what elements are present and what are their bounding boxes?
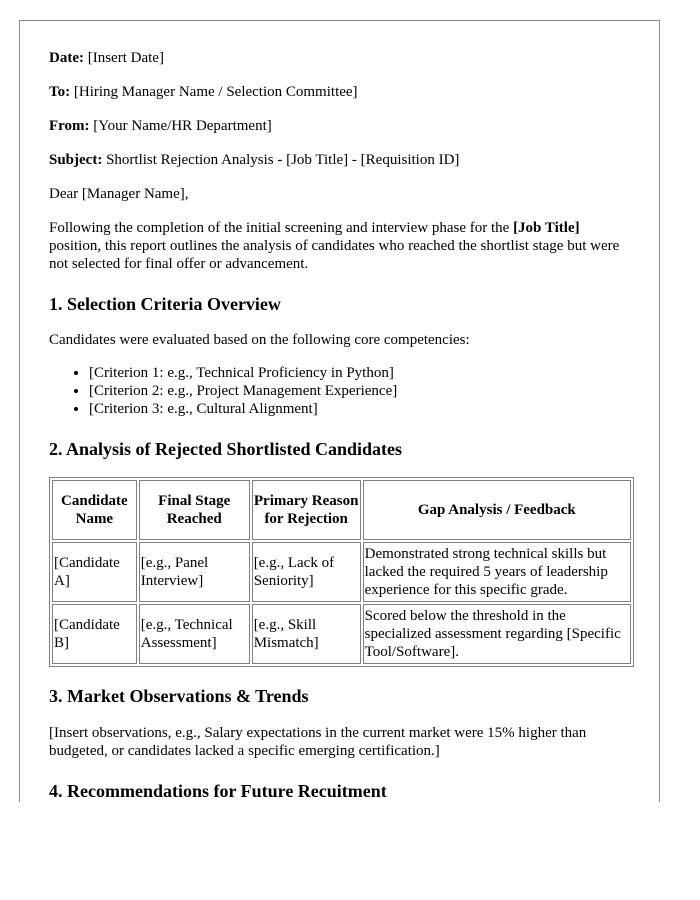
to-label: To:: [49, 84, 71, 100]
section-heading-recommendations: 4. Recommendations for Future Recuitment: [49, 781, 387, 801]
subject-label: Subject:: [49, 152, 103, 168]
column-header: Primary Reason for Rejection: [252, 480, 361, 540]
table-cell: [e.g., Lack of Seniority]: [252, 542, 361, 602]
criteria-intro: Candidates were evaluated based on the following core competencies:: [49, 332, 470, 348]
subject-value: Shortlist Rejection Analysis - [Job Title] - [Requisition ID]: [106, 152, 460, 168]
report-document: [19, 20, 660, 802]
column-header: Final Stage Reached: [139, 480, 250, 540]
section-heading-selection-criteria: 1. Selection Criteria Overview: [49, 294, 281, 314]
table-cell: [Candidate A]: [52, 542, 137, 602]
table-row: [52, 604, 631, 664]
table-cell: [e.g., Skill Mismatch]: [252, 604, 361, 664]
criteria-list: [49, 364, 631, 418]
date-line: [49, 49, 631, 67]
rejection-analysis-table: [49, 477, 634, 667]
to-value: [Hiring Manager Name / Selection Committee]: [73, 84, 358, 100]
table-cell: [Candidate B]: [52, 604, 137, 664]
from-line: [49, 117, 631, 135]
market-observations: [Insert observations, e.g., Salary expectations in the current market were 15% higher than budgeted, or candidates lacked a specific emerging certification.]: [49, 725, 587, 759]
criteria-item: • [Criterion 2: e.g., Project Management Experience]: [89, 382, 631, 400]
table-cell: Scored below the threshold in the specialized assessment regarding [Specific Tool/Software].: [363, 604, 631, 664]
date-value: [Insert Date]: [87, 50, 164, 66]
table-cell: Demonstrated strong technical skills but lacked the required 5 years of leadership experience for this specific grade.: [363, 542, 631, 602]
to-line: [49, 83, 631, 101]
from-value: [Your Name/HR Department]: [93, 118, 272, 134]
intro-job-title: [Job Title]: [513, 220, 580, 236]
from-label: From:: [49, 118, 90, 134]
date-label: Date:: [49, 50, 84, 66]
criteria-item: • [Criterion 3: e.g., Cultural Alignment]: [89, 400, 631, 418]
table-header-row: [52, 480, 631, 540]
intro-text-after: position, this report outlines the analysis of candidates who reached the shortlist stage but were not selected for final offer or advancement.: [49, 238, 620, 272]
section-heading-analysis: 2. Analysis of Rejected Shortlisted Candidates: [49, 439, 403, 459]
greeting: Dear [Manager Name],: [49, 186, 189, 202]
subject-line: [49, 151, 631, 169]
section-heading-market: 3. Market Observations & Trends: [49, 686, 309, 706]
intro-text-before: Following the completion of the initial screening and interview phase for the: [49, 220, 514, 236]
table-cell: [e.g., Technical Assessment]: [139, 604, 250, 664]
table-cell: [e.g., Panel Interview]: [139, 542, 250, 602]
table-row: [52, 542, 631, 602]
intro-paragraph: [49, 219, 631, 273]
column-header: Gap Analysis / Feedback: [363, 480, 631, 540]
criteria-item: • [Criterion 1: e.g., Technical Proficiency in Python]: [89, 364, 631, 382]
column-header: Candidate Name: [52, 480, 137, 540]
